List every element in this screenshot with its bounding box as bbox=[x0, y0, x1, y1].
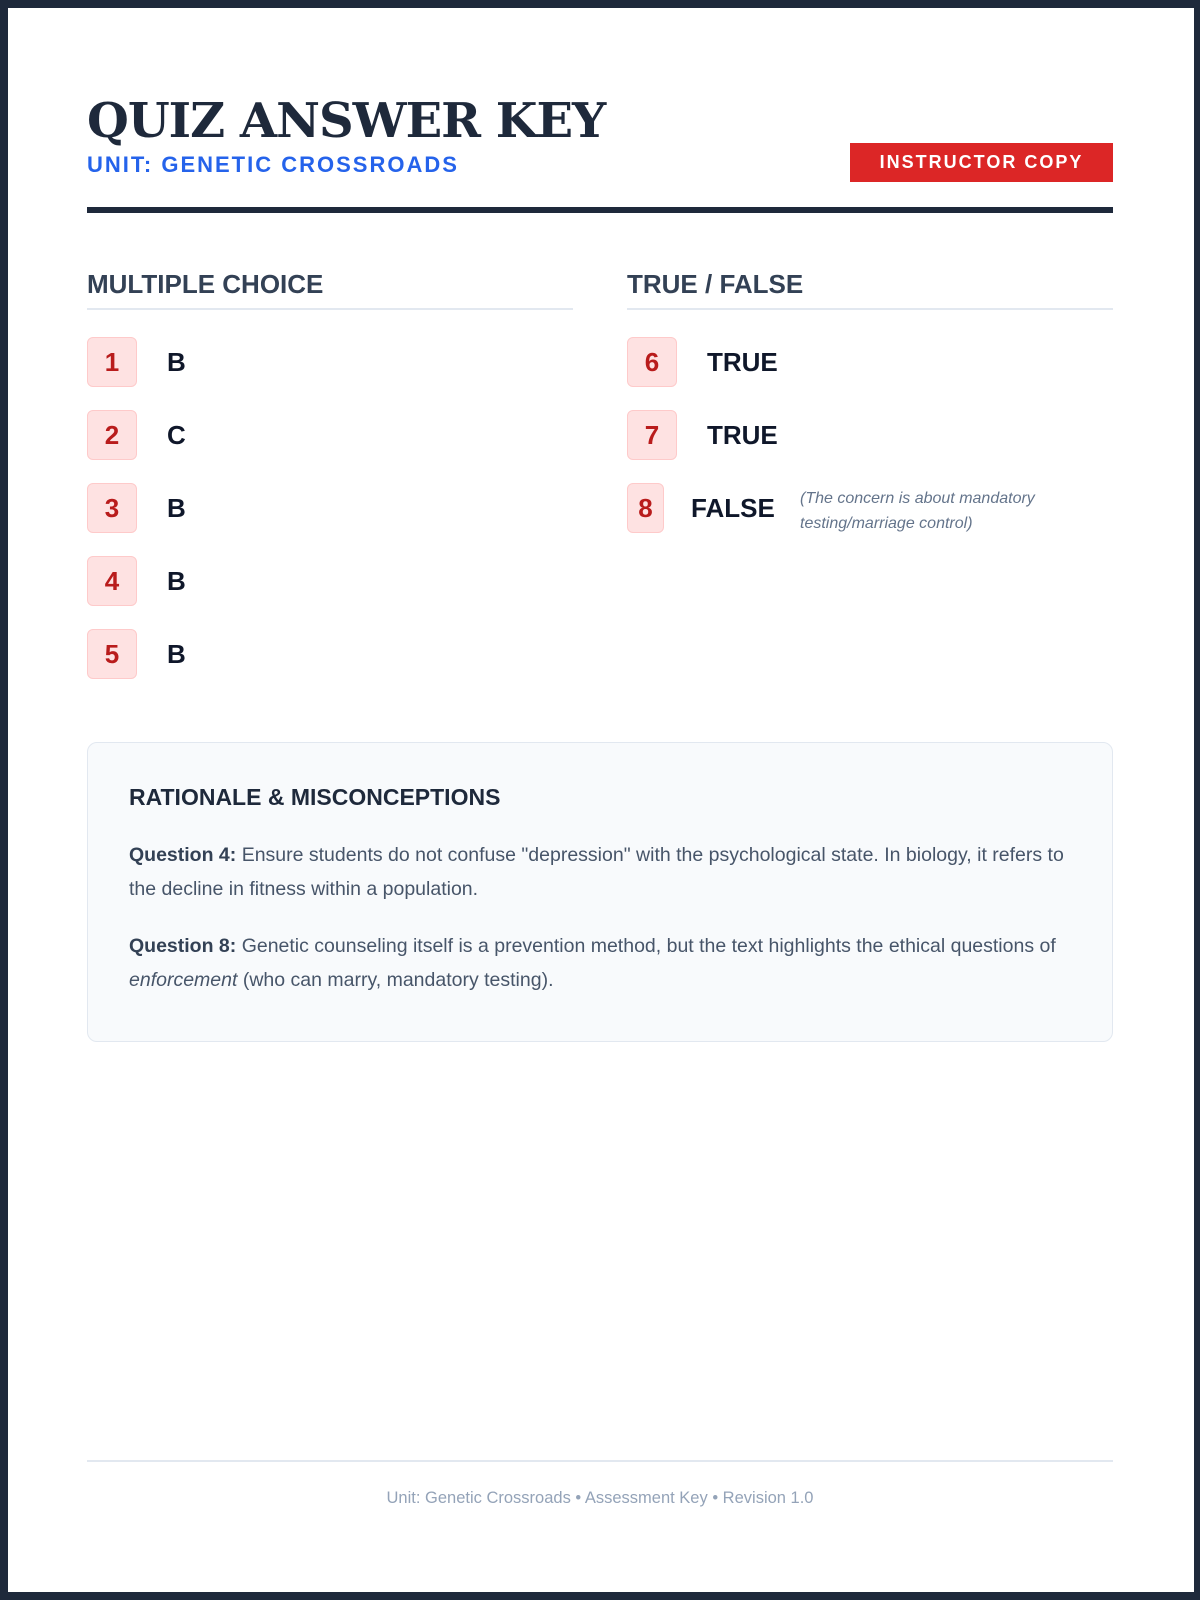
question-number-badge: 6 bbox=[627, 337, 677, 387]
answer-value: B bbox=[167, 347, 186, 377]
multiple-choice-heading: MULTIPLE CHOICE bbox=[87, 264, 573, 310]
rationale-entry-q4 bbox=[129, 839, 1072, 906]
page-title: QUIZ ANSWER KEY bbox=[87, 93, 606, 149]
question-number-badge: 8 bbox=[627, 483, 664, 533]
answer-row-6 bbox=[627, 337, 1113, 410]
answer-value: B bbox=[167, 493, 186, 523]
question-number-badge: 7 bbox=[627, 410, 677, 460]
question-number-badge: 4 bbox=[87, 556, 137, 606]
rationale-text: Genetic counseling itself is a prevention method, but the text highlights the ethical questions of bbox=[241, 935, 1056, 957]
instructor-copy-badge: INSTRUCTOR COPY bbox=[850, 143, 1113, 182]
sheet-content bbox=[87, 8, 1113, 1592]
rationale-heading: RATIONALE & MISCONCEPTIONS bbox=[129, 784, 501, 810]
multiple-choice-list bbox=[87, 337, 573, 702]
rationale-entry-q8 bbox=[129, 930, 1072, 997]
answer-row-3 bbox=[87, 483, 573, 556]
answer-value: B bbox=[167, 639, 186, 669]
rationale-emphasis: enforcement bbox=[129, 968, 238, 991]
answer-row-5 bbox=[87, 629, 573, 702]
question-number-badge: 2 bbox=[87, 410, 137, 460]
answer-row-7 bbox=[627, 410, 1113, 483]
footer-divider bbox=[87, 1460, 1113, 1462]
question-number-badge: 5 bbox=[87, 629, 137, 679]
answer-value: C bbox=[167, 420, 186, 450]
question-number-badge: 3 bbox=[87, 483, 137, 533]
answer-value: TRUE bbox=[707, 347, 778, 377]
true-false-section bbox=[627, 264, 1113, 556]
rationale-label: Question 4: bbox=[129, 844, 237, 866]
answer-key-sheet bbox=[8, 8, 1194, 1592]
rationale-text: Ensure students do not confuse "depression" with the psychological state. In biology, it refers to the decline in fitness within a population. bbox=[129, 844, 1064, 900]
page-footer: Unit: Genetic Crossroads • Assessment Key • Revision 1.0 bbox=[386, 1489, 814, 1507]
answer-value: FALSE bbox=[691, 493, 775, 523]
header-divider bbox=[87, 207, 1113, 213]
answer-row-2 bbox=[87, 410, 573, 483]
answer-row-4 bbox=[87, 556, 573, 629]
answer-value: B bbox=[167, 566, 186, 596]
true-false-heading: TRUE / FALSE bbox=[627, 264, 1113, 310]
answer-note: (The concern is about mandatory testing/marriage control) bbox=[800, 490, 1035, 532]
answer-row-1 bbox=[87, 337, 573, 410]
true-false-list bbox=[627, 337, 1113, 556]
answer-row-8 bbox=[627, 483, 1113, 556]
multiple-choice-section bbox=[87, 264, 573, 702]
rationale-text-end: (who can marry, mandatory testing). bbox=[242, 968, 554, 991]
unit-subtitle: UNIT: GENETIC CROSSROADS bbox=[87, 152, 459, 177]
rationale-label: Question 8: bbox=[129, 935, 237, 957]
answer-value: TRUE bbox=[707, 420, 778, 450]
rationale-box bbox=[87, 742, 1113, 1042]
question-number-badge: 1 bbox=[87, 337, 137, 387]
